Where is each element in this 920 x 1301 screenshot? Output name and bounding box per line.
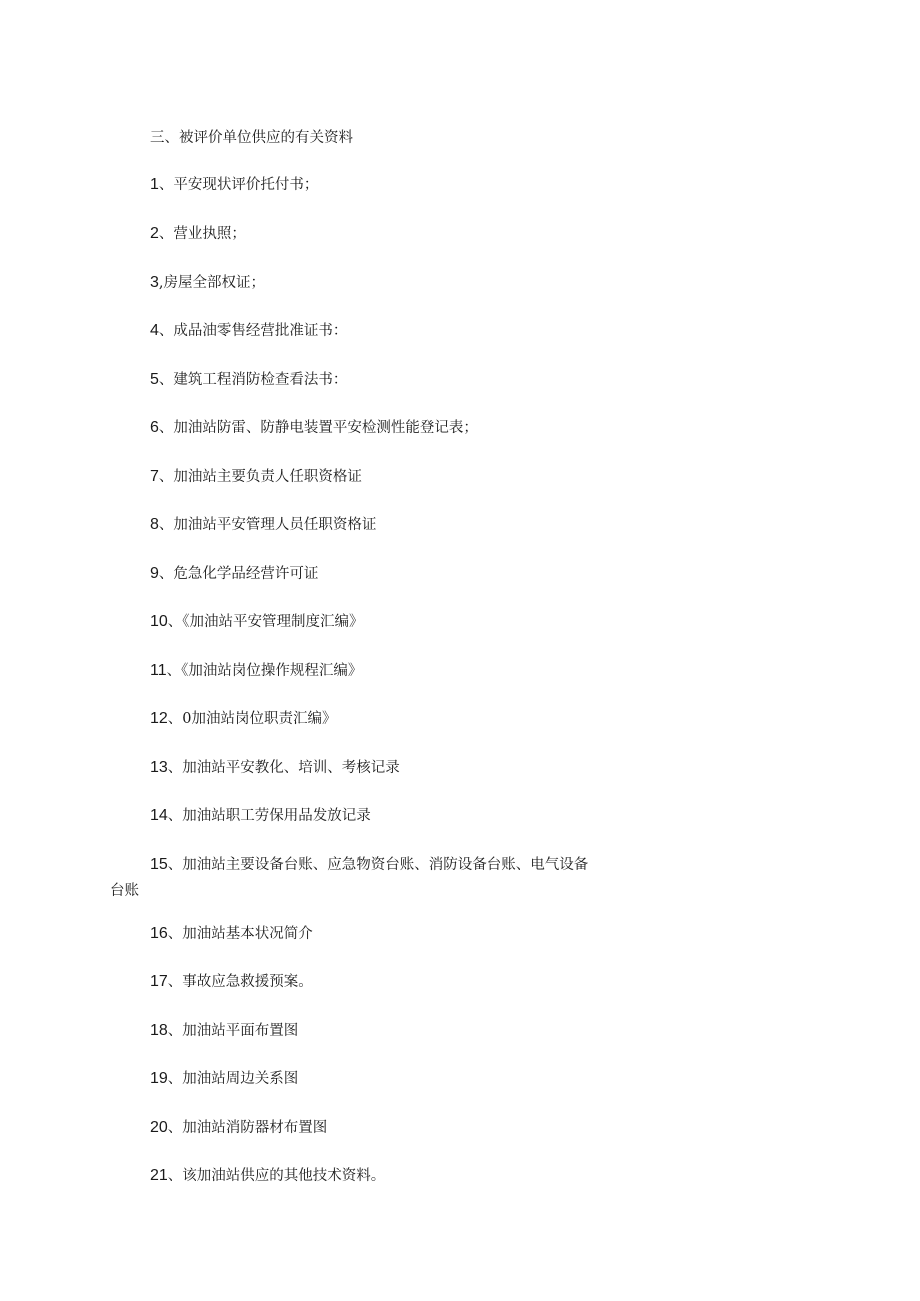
item-number: 21 (150, 1167, 168, 1184)
item-number: 19 (150, 1070, 168, 1087)
item-number: 15 (150, 856, 168, 873)
item-text: 、危急化学品经营许可证 (158, 566, 319, 582)
item-number: 14 (150, 807, 168, 824)
item-text: 、加油站职工劳保用品发放记录 (167, 808, 371, 824)
item-text: 、0加油站岗位职责汇编》 (167, 711, 337, 727)
item-number: 5 (150, 371, 159, 388)
item-text: 、营业执照； (158, 226, 246, 242)
item-number: 10 (150, 613, 168, 630)
item-text: 、加油站周边关系图 (167, 1071, 299, 1087)
list-item (150, 418, 478, 438)
list-item (150, 467, 362, 487)
item-text: 、加油站防雷、防静电装置平安检测性能登记表； (158, 420, 478, 436)
item-text: 、成品油零售经营批准证书： (158, 323, 348, 339)
item-text: 、该加油站供应的其他技术资料。 (167, 1168, 386, 1184)
item-text: 、加油站消防器材布置图 (167, 1120, 328, 1136)
item-number: 3 (150, 274, 159, 291)
list-item (150, 515, 376, 535)
item-text: 、《加油站平安管理制度汇编》 (167, 614, 364, 630)
list-item (150, 806, 371, 826)
list-item (150, 370, 347, 390)
list-item (150, 855, 588, 875)
item-number: 18 (150, 1022, 168, 1039)
list-item (150, 661, 362, 681)
section-heading: 三、被评价单位供应的有关资料 (150, 130, 353, 146)
item-text: 、事故应急救援预案。 (167, 974, 313, 990)
item-number: 17 (150, 973, 168, 990)
item-number: 12 (150, 710, 168, 727)
list-item (150, 612, 364, 632)
item-number: 7 (150, 468, 159, 485)
item-number: 16 (150, 925, 168, 942)
item-number: 1 (150, 176, 159, 193)
item-text: 、加油站平安管理人员任职资格证 (158, 517, 377, 533)
list-item (150, 321, 347, 341)
list-item (150, 1069, 298, 1089)
item-text: 、建筑工程消防检查看法书： (158, 372, 348, 388)
item-number: 6 (150, 419, 159, 436)
item-number: 13 (150, 759, 168, 776)
item-text: 、加油站平安教化、培训、考核记录 (167, 760, 400, 776)
list-item (150, 564, 318, 584)
list-item (150, 1021, 298, 1041)
item-text: ,房屋全部权证； (158, 275, 266, 291)
item-text: 、平安现状评价托付书； (158, 177, 319, 193)
item-number: 11 (150, 662, 167, 679)
item-text: 、加油站主要负责人任职资格证 (158, 469, 362, 485)
list-item (150, 224, 246, 244)
item-text: 、加油站平面布置图 (167, 1023, 299, 1039)
list-item-continuation: 台账 (110, 883, 139, 899)
list-item (150, 273, 265, 293)
item-text: 、加油站基本状况简介 (167, 926, 313, 942)
item-number: 2 (150, 225, 159, 242)
list-item (150, 924, 313, 944)
list-item (150, 175, 318, 195)
list-item (150, 709, 337, 729)
item-number: 4 (150, 322, 159, 339)
item-number: 20 (150, 1119, 168, 1136)
list-item (150, 1118, 327, 1138)
item-number: 9 (150, 565, 159, 582)
item-number: 8 (150, 516, 159, 533)
list-item (150, 972, 313, 992)
list-item (150, 1166, 385, 1186)
item-text: 、加油站主要设备台账、应急物资台账、消防设备台账、电气设备 (167, 857, 589, 873)
item-text: 、《加油站岗位操作规程汇编》 (166, 663, 363, 679)
list-item (150, 758, 400, 778)
